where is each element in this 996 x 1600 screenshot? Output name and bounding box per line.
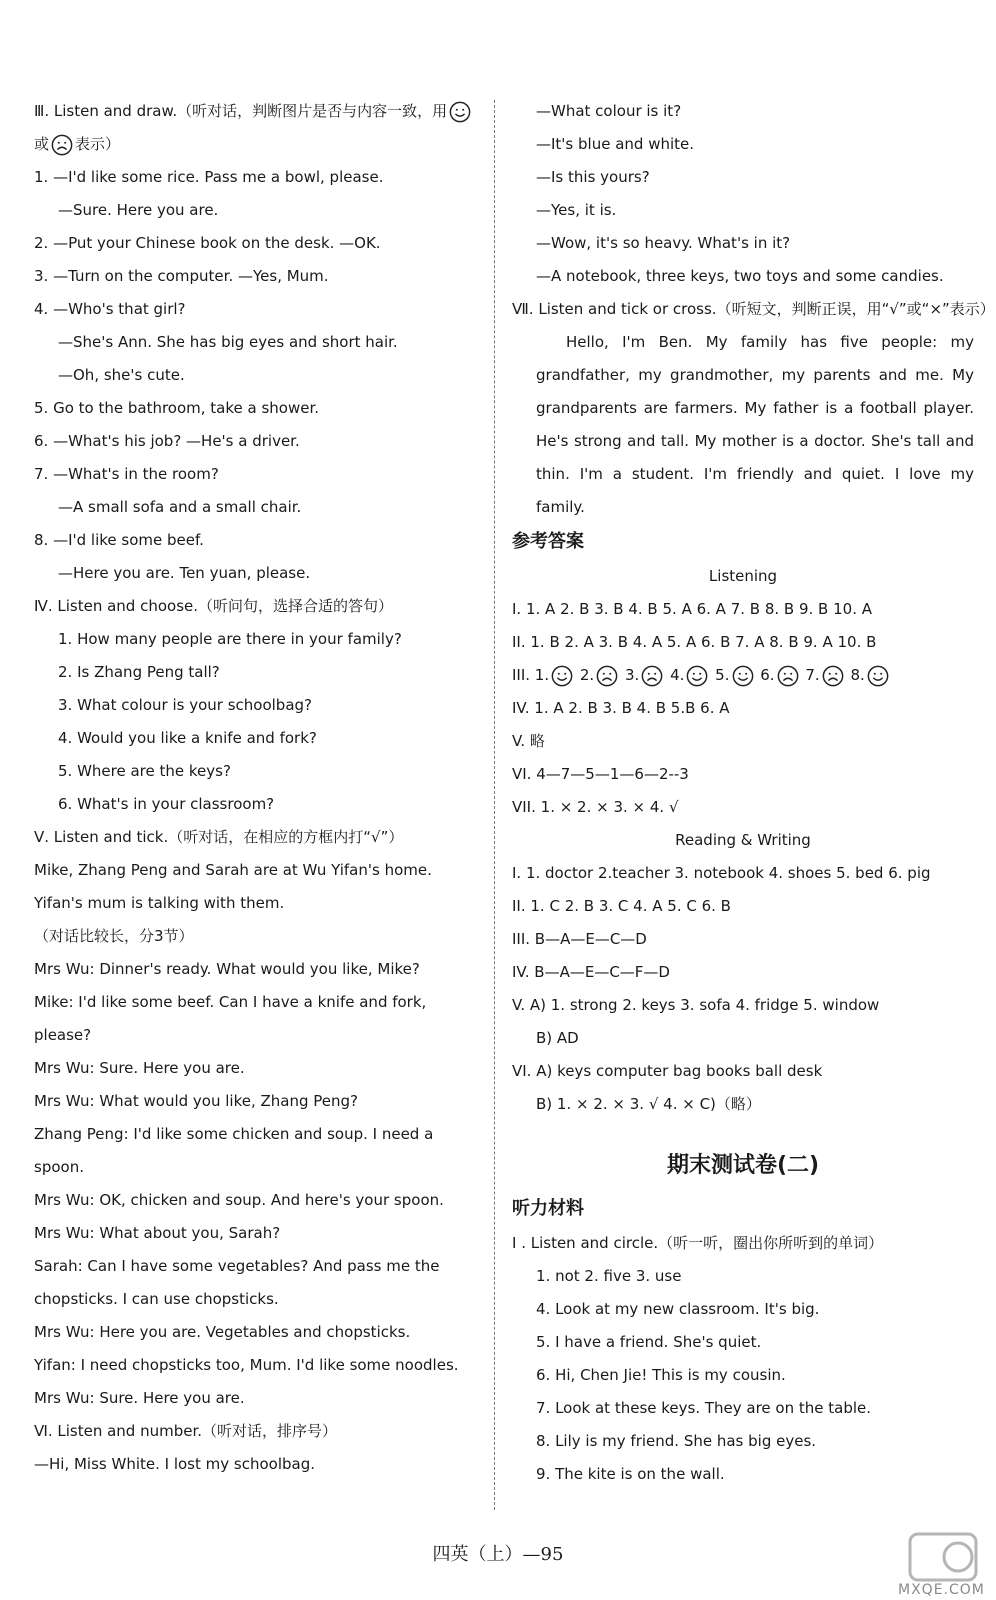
answer-number: 2.: [575, 666, 595, 684]
line-text: IV. B—A—E—C—F—D: [512, 963, 670, 981]
smiley-face-icon: [449, 101, 471, 123]
line-text: Mrs Wu: What about you, Sarah?: [34, 1224, 281, 1242]
text-line: [512, 161, 974, 194]
line-text: 5. Go to the bathroom, take a shower.: [34, 399, 320, 417]
line-text: Ⅴ. Listen and tick.（听对话，在相应的方框内打“√”）: [34, 828, 404, 846]
text-line: [512, 956, 974, 989]
line-text: —Sure. Here you are.: [58, 201, 219, 219]
line-text: —Wow, it's so heavy. What's in it?: [536, 234, 791, 252]
text-line: [34, 1019, 484, 1052]
text-line: [34, 920, 484, 953]
answer-number: 3.: [620, 666, 640, 684]
text-line: [34, 1118, 484, 1151]
text-line: [34, 293, 484, 326]
text-line: [34, 128, 484, 161]
text-line: [512, 1022, 974, 1055]
line-text: Zhang Peng: I'd like some chicken and soup. I need a: [34, 1125, 434, 1143]
line-text: —Is this yours?: [536, 168, 650, 186]
sad-face-icon: [777, 665, 799, 687]
line-text: Reading & Writing: [675, 831, 811, 849]
sad-face-icon: [641, 665, 663, 687]
text-line: [512, 293, 995, 326]
text-line: [512, 1458, 974, 1491]
line-text: 2. —Put your Chinese book on the desk. —OK.: [34, 234, 381, 252]
sad-face-icon: [822, 665, 844, 687]
line-text: 期末测试卷(二): [666, 1153, 820, 1178]
text-line: [34, 1316, 484, 1349]
text-line: [512, 1088, 974, 1121]
line-text: IV. 1. A 2. B 3. B 4. B 5.B 6. A: [512, 699, 730, 717]
line-text: Ⅳ. Listen and choose.（听问句，选择合适的答句）: [34, 597, 394, 615]
text-line: [34, 722, 484, 755]
line-text: VI. 4—7—5—1—6—2--3: [512, 765, 689, 783]
text-line: [512, 260, 974, 293]
text-line: [34, 953, 484, 986]
text-line: [34, 623, 484, 656]
page-footer: 四英（上）—95: [432, 1544, 564, 1565]
text-line: [34, 557, 484, 590]
line-text: Ⅵ. Listen and number.（听对话，排序号）: [34, 1422, 338, 1440]
text-line: [34, 458, 484, 491]
subsection-title: [512, 560, 974, 593]
line-text: 4. Look at my new classroom. It's big.: [536, 1300, 820, 1318]
text-line: [512, 1359, 974, 1392]
text-line: [34, 1217, 484, 1250]
section-heading: [512, 524, 974, 560]
text-line: [512, 128, 974, 161]
text-line: [512, 725, 974, 758]
answer-number: 6.: [755, 666, 775, 684]
line-text: Listening: [708, 567, 778, 585]
watermark-text: MXQE.COM: [898, 1582, 985, 1598]
line-text: 6. What's in your classroom?: [58, 795, 275, 813]
line-text: Yifan's mum is talking with them.: [34, 894, 285, 912]
answer-number: 4.: [665, 666, 685, 684]
text-line: [34, 326, 484, 359]
text-line: [512, 791, 974, 824]
text-line: [34, 227, 484, 260]
line-text: Ⅲ. Listen and draw.（听对话，判断图片是否与内容一致，用: [34, 102, 448, 120]
line-text: 8. Lily is my friend. She has big eyes.: [536, 1432, 817, 1450]
line-text: Mrs Wu: Sure. Here you are.: [34, 1389, 245, 1407]
line-text: Mike, Zhang Peng and Sarah are at Wu Yifan's home.: [34, 861, 432, 879]
line-text: 2. Is Zhang Peng tall?: [58, 663, 220, 681]
text-line: [34, 161, 484, 194]
line-text: Sarah: Can I have some vegetables? And pass me the: [34, 1257, 440, 1275]
line-text: 听力材料: [512, 1198, 584, 1219]
line-text: 6. —What's his job? —He's a driver.: [34, 432, 300, 450]
text-line: [512, 1392, 974, 1425]
line-text: （对话比较长，分3节）: [34, 927, 194, 945]
subsection-title: [512, 824, 974, 857]
line-text: Yifan: I need chopsticks too, Mum. I'd like some noodles.: [34, 1356, 459, 1374]
text-line: [512, 626, 974, 659]
line-text: Mrs Wu: Dinner's ready. What would you like, Mike?: [34, 960, 420, 978]
text-line: [512, 1227, 974, 1260]
line-text: V. 略: [512, 732, 545, 750]
text-line: [34, 95, 484, 128]
smiley-face-icon: [732, 665, 754, 687]
text-line: [34, 1052, 484, 1085]
line-text: II. 1. B 2. A 3. B 4. A 5. A 6. B 7. A 8. B 9. A 10. B: [512, 633, 877, 651]
line-text: VI. A) keys computer bag books ball desk: [512, 1062, 823, 1080]
line-text: 5. Where are the keys?: [58, 762, 231, 780]
text-line: [34, 524, 484, 557]
test-title: [512, 1141, 974, 1191]
line-text: 4. Would you like a knife and fork?: [58, 729, 317, 747]
line-text: 9. The kite is on the wall.: [536, 1465, 725, 1483]
text-line: [512, 758, 974, 791]
text-line: [34, 1283, 484, 1316]
line-text: 4. —Who's that girl?: [34, 300, 186, 318]
text-line: [512, 857, 974, 890]
line-text: 5. I have a friend. She's quiet.: [536, 1333, 762, 1351]
text-line: [512, 659, 974, 692]
line-text: Mrs Wu: Sure. Here you are.: [34, 1059, 245, 1077]
text-line: [34, 194, 484, 227]
smiley-face-icon: [686, 665, 708, 687]
answer-number: 7.: [800, 666, 820, 684]
line-text: II. 1. C 2. B 3. C 4. A 5. C 6. B: [512, 897, 731, 915]
text-line: [34, 392, 484, 425]
line-text: —Here you are. Ten yuan, please.: [58, 564, 311, 582]
text-line: [34, 1184, 484, 1217]
line-text: —Hi, Miss White. I lost my schoolbag.: [34, 1455, 315, 1473]
line-text: B) 1. × 2. × 3. √ 4. × C)（略）: [536, 1095, 761, 1113]
text-line: [34, 689, 484, 722]
text-line: [34, 854, 484, 887]
section-heading: [512, 1191, 974, 1227]
smiley-face-icon: [551, 665, 573, 687]
text-line: [34, 491, 484, 524]
line-text: —What colour is it?: [536, 102, 682, 120]
line-text: Mike: I'd like some beef. Can I have a knife and fork,: [34, 993, 427, 1011]
text-line: [34, 425, 484, 458]
line-text: III. B—A—E—C—D: [512, 930, 647, 948]
text-line: [512, 923, 974, 956]
text-line: [34, 887, 484, 920]
line-text: VII. 1. × 2. × 3. × 4. √: [512, 798, 679, 816]
text-line: [34, 788, 484, 821]
line-text: —It's blue and white.: [536, 135, 695, 153]
line-text: —Oh, she's cute.: [58, 366, 185, 384]
text-line: [512, 1260, 974, 1293]
line-text: I. 1. A 2. B 3. B 4. B 5. A 6. A 7. B 8. B 9. B 10. A: [512, 600, 872, 618]
text-line: [34, 1382, 484, 1415]
text-line: [34, 1151, 484, 1184]
text-line: [34, 1349, 484, 1382]
line-text: Ⅶ. Listen and tick or cross.（听短文，判断正误，用“√”或“×”表示）: [512, 300, 995, 318]
line-text: 1. not 2. five 3. use: [536, 1267, 682, 1285]
text-line: [512, 890, 974, 923]
text-line: [34, 656, 484, 689]
text-line: [34, 986, 484, 1019]
text-line: [34, 821, 484, 854]
text-line: [512, 989, 974, 1022]
line-text: I. 1. doctor 2.teacher 3. notebook 4. shoes 5. bed 6. pig: [512, 864, 931, 882]
line-text: 表示）: [75, 135, 121, 153]
sad-face-icon: [51, 134, 73, 156]
sad-face-icon: [596, 665, 618, 687]
line-text: Mrs Wu: What would you like, Zhang Peng?: [34, 1092, 358, 1110]
line-text: 7. —What's in the room?: [34, 465, 219, 483]
line-text: V. A) 1. strong 2. keys 3. sofa 4. fridge 5. window: [512, 996, 880, 1014]
line-text: chopsticks. I can use chopsticks.: [34, 1290, 279, 1308]
text-line: [34, 1448, 484, 1481]
text-line: [512, 1326, 974, 1359]
watermark-logo: [908, 1528, 978, 1588]
line-text: —Yes, it is.: [536, 201, 617, 219]
text-line: [512, 95, 974, 128]
text-line: [512, 326, 974, 524]
text-line: [512, 227, 974, 260]
text-line: [512, 1055, 974, 1088]
text-line: [34, 1415, 484, 1448]
line-text: —A notebook, three keys, two toys and some candies.: [536, 267, 944, 285]
line-text: 参考答案: [512, 531, 584, 552]
line-text: 7. Look at these keys. They are on the table.: [536, 1399, 872, 1417]
line-text: —She's Ann. She has big eyes and short hair.: [58, 333, 398, 351]
line-text: Mrs Wu: Here you are. Vegetables and chopsticks.: [34, 1323, 411, 1341]
smiley-face-icon: [867, 665, 889, 687]
line-text: 3. What colour is your schoolbag?: [58, 696, 313, 714]
text-line: [512, 593, 974, 626]
line-text: 或: [34, 135, 50, 153]
text-line: [34, 590, 484, 623]
answer-number: 8.: [845, 666, 865, 684]
text-line: [512, 692, 974, 725]
line-text: 1. —I'd like some rice. Pass me a bowl, please.: [34, 168, 384, 186]
line-text: please?: [34, 1026, 92, 1044]
answer-number: 5.: [710, 666, 730, 684]
line-text: 3. —Turn on the computer. —Yes, Mum.: [34, 267, 329, 285]
line-text: 6. Hi, Chen Jie! This is my cousin.: [536, 1366, 786, 1384]
text-line: [34, 260, 484, 293]
column-divider: [494, 100, 495, 1510]
text-line: [34, 359, 484, 392]
text-line: [512, 194, 974, 227]
line-text: B) AD: [536, 1029, 579, 1047]
text-line: [34, 1085, 484, 1118]
line-text: Hello, I'm Ben. My family has five people: my grandfather, my grandmother, my parents and me. My grandparents are farmers. My father is a football player. He's strong and tall. My mother is a doctor. She's tall and thin. I'm a student. I'm friendly and quiet. I love my family.: [536, 333, 974, 516]
left-column: [34, 95, 484, 1481]
text-line: [34, 1250, 484, 1283]
line-text: Mrs Wu: OK, chicken and soup. And here's your spoon.: [34, 1191, 444, 1209]
line-text: spoon.: [34, 1158, 84, 1176]
line-text: —A small sofa and a small chair.: [58, 498, 302, 516]
line-text: 8. —I'd like some beef.: [34, 531, 204, 549]
line-text: I . Listen and circle.（听一听，圈出你所听到的单词）: [512, 1234, 884, 1252]
text-line: [512, 1425, 974, 1458]
right-column: [512, 95, 995, 1491]
line-text: 1. How many people are there in your family?: [58, 630, 402, 648]
line-text: III. 1.: [512, 666, 550, 684]
text-line: [512, 1293, 974, 1326]
text-line: [34, 755, 484, 788]
